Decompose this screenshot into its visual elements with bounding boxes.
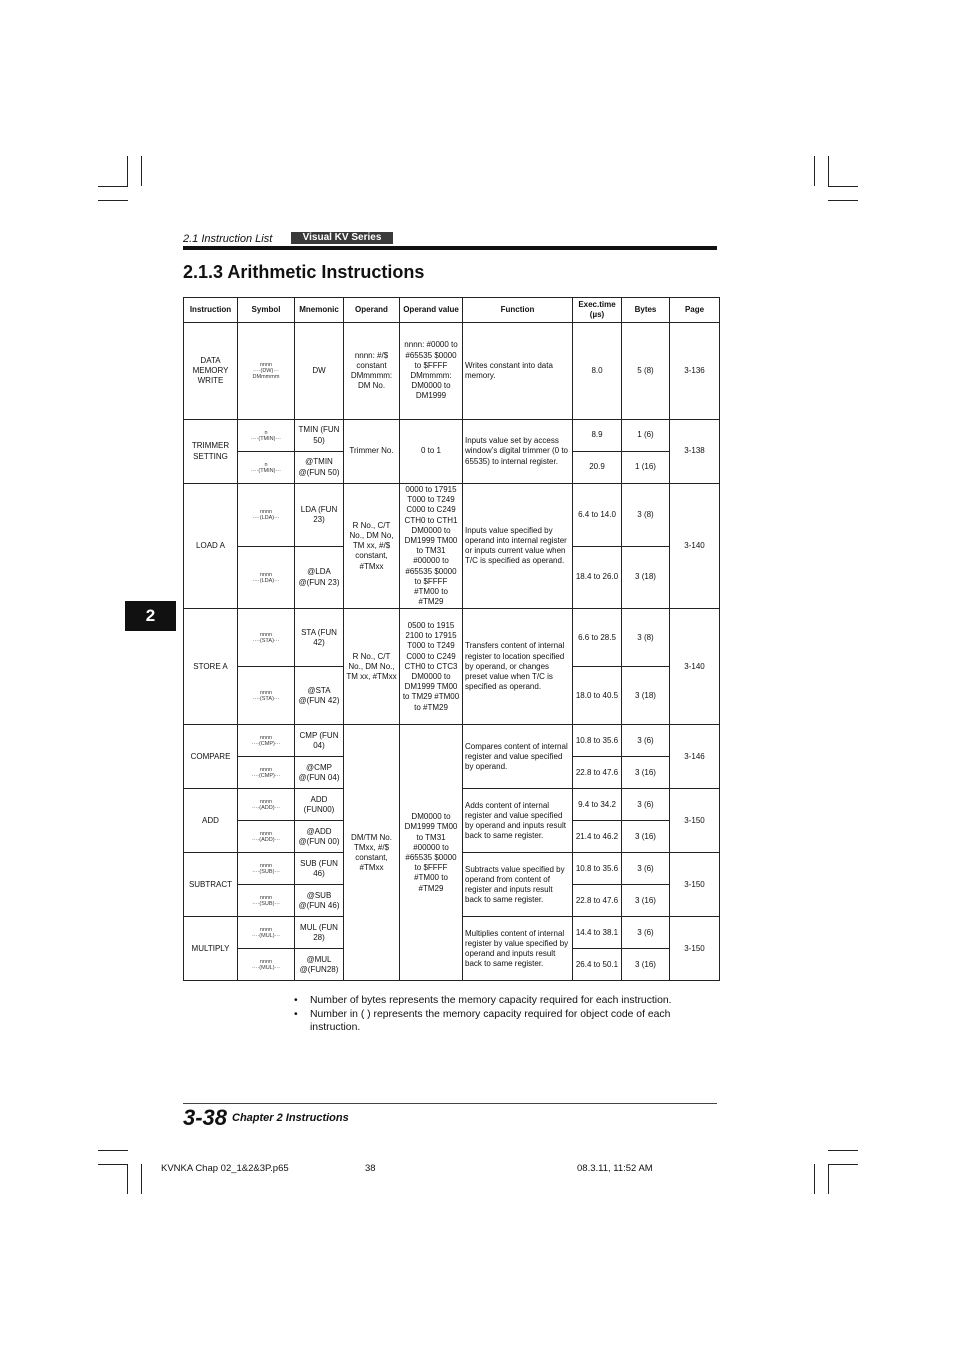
ladder-symbol: nnnn ····(CMP)··· <box>238 725 295 757</box>
exec-time: 26.4 to 50.1 <box>573 949 622 981</box>
bytes: 3 (16) <box>622 949 670 981</box>
instruction-name: LOAD A <box>184 484 238 609</box>
crop-mark <box>127 156 128 186</box>
bytes: 3 (18) <box>622 546 670 609</box>
mnemonic: TMIN (FUN 50) <box>295 420 344 452</box>
ladder-symbol: nnnn ····(SUB)··· <box>238 853 295 885</box>
ladder-symbol: nnnn ····(CMP)··· <box>238 757 295 789</box>
bytes: 1 (16) <box>622 452 670 484</box>
operand: nnnn: #/$ constant DMmmmm: DM No. <box>344 323 400 420</box>
function-text: Inputs value specified by operand into internal register or inputs current value when T/C is specified as operand. <box>463 484 573 609</box>
ladder-symbol: nnnn ····(STA)··· <box>238 667 295 725</box>
chapter-tab: 2 <box>125 601 176 631</box>
mnemonic: MUL (FUN 28) <box>295 917 344 949</box>
function-text: Adds content of internal register and value specified by operand and inputs result back to same register. <box>463 789 573 853</box>
ladder-symbol: nnnn ····(LDA)··· <box>238 546 295 609</box>
exec-time: 20.9 <box>573 452 622 484</box>
instruction-name: SUBTRACT <box>184 853 238 917</box>
operand: R No., C/T No., DM No, TM xx, #/$ constant, #TMxx <box>344 484 400 609</box>
exec-time: 18.0 to 40.5 <box>573 667 622 725</box>
mnemonic: @CMP @(FUN 04) <box>295 757 344 789</box>
notes <box>294 994 714 1035</box>
bytes: 3 (8) <box>622 484 670 547</box>
crop-mark <box>814 156 815 186</box>
bytes: 3 (6) <box>622 789 670 821</box>
column-header: Symbol <box>238 298 295 323</box>
page-ref: 3-150 <box>670 853 720 917</box>
table-row <box>184 484 720 547</box>
crop-mark <box>828 156 829 186</box>
exec-time: 10.8 to 35.6 <box>573 853 622 885</box>
operand-value: nnnn: #0000 to #65535 $0000 to $FFFF DMmmmm: DM0000 to DM1999 <box>400 323 463 420</box>
page-number: 3-38 <box>183 1105 228 1130</box>
column-header: Operand <box>344 298 400 323</box>
mnemonic: SUB (FUN 46) <box>295 853 344 885</box>
operand: R No., C/T No., DM No., TM xx, #TMxx <box>344 609 400 725</box>
page-ref: 3-146 <box>670 725 720 789</box>
bytes: 3 (18) <box>622 667 670 725</box>
column-header: Instruction <box>184 298 238 323</box>
page-ref: 3-150 <box>670 917 720 981</box>
table-row <box>184 420 720 452</box>
instruction-name: ADD <box>184 789 238 853</box>
operand-value: DM0000 to DM1999 TM00 to TM31 #00000 to #65535 $0000 to $FFFF #TM00 to #TM29 <box>400 725 463 981</box>
table-header-row <box>184 298 720 323</box>
bytes: 3 (16) <box>622 821 670 853</box>
crop-mark <box>98 1150 128 1151</box>
mnemonic: @MUL @(FUN28) <box>295 949 344 981</box>
instruction-name: DATA MEMORY WRITE <box>184 323 238 420</box>
exec-time: 21.4 to 46.2 <box>573 821 622 853</box>
operand-value: 0500 to 1915 2100 to 17915 T000 to T249 C000 to C249 CTH0 to CTC3 DM0000 to DM1999 TM00 to TM29 #TM00 to #TM29 <box>400 609 463 725</box>
crop-mark <box>141 156 142 186</box>
mnemonic: @TMIN @(FUN 50) <box>295 452 344 484</box>
ladder-symbol: nnnn ····(MUL)··· <box>238 949 295 981</box>
mnemonic: @SUB @(FUN 46) <box>295 885 344 917</box>
function-text: Subtracts value specified by operand from content of register and inputs result back to same register. <box>463 853 573 917</box>
note-item: • Number in ( ) represents the memory capacity required for object code of each instruction. <box>294 1008 671 1033</box>
table-row <box>184 725 720 757</box>
function-text: Compares content of internal register and value specified by operand. <box>463 725 573 789</box>
bytes: 3 (6) <box>622 917 670 949</box>
instruction-name: COMPARE <box>184 725 238 789</box>
exec-time: 14.4 to 38.1 <box>573 917 622 949</box>
page-title: 2.1.3 Arithmetic Instructions <box>183 262 425 282</box>
footer-rule <box>183 1103 717 1104</box>
exec-time: 22.8 to 47.6 <box>573 885 622 917</box>
page-ref: 3-136 <box>670 323 720 420</box>
function-text: Multiplies content of internal register by value specified by operand and inputs result back to same register. <box>463 917 573 981</box>
bytes: 3 (6) <box>622 853 670 885</box>
column-header: Bytes <box>622 298 670 323</box>
bytes: 1 (6) <box>622 420 670 452</box>
column-header: Page <box>670 298 720 323</box>
exec-time: 6.6 to 28.5 <box>573 609 622 667</box>
mnemonic: @STA @(FUN 42) <box>295 667 344 725</box>
function-text: Inputs value set by access window’s digital trimmer (0 to 65535) to internal register. <box>463 420 573 484</box>
column-header: Mnemonic <box>295 298 344 323</box>
exec-time: 22.8 to 47.6 <box>573 757 622 789</box>
column-header: Operand value <box>400 298 463 323</box>
slug-sheet: 38 <box>365 1163 376 1174</box>
bytes: 3 (16) <box>622 885 670 917</box>
function-text: Transfers content of internal register to location specified by operand, or changes preset value when T/C is specified as operand. <box>463 609 573 725</box>
section-label: 2.1 Instruction List <box>183 233 273 245</box>
exec-time: 6.4 to 14.0 <box>573 484 622 547</box>
bytes: 3 (16) <box>622 757 670 789</box>
mnemonic: @ADD @(FUN 00) <box>295 821 344 853</box>
crop-mark <box>828 1164 829 1194</box>
crop-mark <box>828 200 858 201</box>
operand: Trimmer No. <box>344 420 400 484</box>
column-header: Function <box>463 298 573 323</box>
column-header: Exec.time (µs) <box>573 298 622 323</box>
series-badge: Visual KV Series <box>291 232 393 244</box>
slug-file-name: KVNKA Chap 02_1&2&3P.p65 <box>161 1163 289 1174</box>
mnemonic: ADD (FUN00) <box>295 789 344 821</box>
header-rule <box>183 246 717 250</box>
exec-time: 10.8 to 35.6 <box>573 725 622 757</box>
ladder-symbol: nnnn ····(STA)··· <box>238 609 295 667</box>
crop-mark <box>127 1164 128 1194</box>
note-item: • Number of bytes represents the memory capacity required for each instruction. <box>294 995 672 1006</box>
crop-mark <box>141 1164 142 1194</box>
bytes: 5 (8) <box>622 323 670 420</box>
instruction-name: MULTIPLY <box>184 917 238 981</box>
bullet-icon: • <box>294 995 298 1006</box>
function-text: Writes constant into data memory. <box>463 323 573 420</box>
crop-mark <box>98 200 128 201</box>
mnemonic: DW <box>295 323 344 420</box>
bullet-icon: • <box>294 1008 298 1020</box>
mnemonic: STA (FUN 42) <box>295 609 344 667</box>
ladder-symbol: n ····(TMIN)··· <box>238 452 295 484</box>
crop-mark <box>828 1150 858 1151</box>
ladder-symbol: nnnn ····(MUL)··· <box>238 917 295 949</box>
ladder-symbol: n ····(TMIN)··· <box>238 420 295 452</box>
crop-mark <box>98 1164 128 1165</box>
mnemonic: CMP (FUN 04) <box>295 725 344 757</box>
ladder-symbol: nnnn ····(ADD)··· <box>238 821 295 853</box>
table-row <box>184 323 720 420</box>
operand-value: 0000 to 17915 T000 to T249 C000 to C249 CTH0 to CTH1 DM0000 to DM1999 TM00 to TM31 #00000 to #65535 $0000 to $FFFF #TM00 to #TM29 <box>400 484 463 609</box>
ladder-symbol: nnnn ····(LDA)··· <box>238 484 295 547</box>
exec-time: 9.4 to 34.2 <box>573 789 622 821</box>
crop-mark <box>828 186 858 187</box>
page-ref: 3-140 <box>670 484 720 609</box>
ladder-symbol: nnnn ····(ADD)··· <box>238 789 295 821</box>
table-row <box>184 609 720 667</box>
exec-time: 18.4 to 26.0 <box>573 546 622 609</box>
mnemonic: @LDA @(FUN 23) <box>295 546 344 609</box>
bytes: 3 (6) <box>622 725 670 757</box>
operand: DM/TM No. TMxx, #/$ constant, #TMxx <box>344 725 400 981</box>
instruction-name: TRIMMER SETTING <box>184 420 238 484</box>
ladder-symbol: nnnn ····(DW)··· DMmmmm <box>238 323 295 420</box>
page-ref: 3-138 <box>670 420 720 484</box>
bytes: 3 (8) <box>622 609 670 667</box>
instruction-table <box>183 297 720 981</box>
page-ref: 3-150 <box>670 789 720 853</box>
page-ref: 3-140 <box>670 609 720 725</box>
crop-mark <box>814 1164 815 1194</box>
operand-value: 0 to 1 <box>400 420 463 484</box>
crop-mark <box>98 186 128 187</box>
exec-time: 8.0 <box>573 323 622 420</box>
chapter-label: Chapter 2 Instructions <box>232 1112 349 1124</box>
slug-timestamp: 08.3.11, 11:52 AM <box>577 1163 653 1174</box>
ladder-symbol: nnnn ····(SUB)··· <box>238 885 295 917</box>
instruction-name: STORE A <box>184 609 238 725</box>
crop-mark <box>828 1164 858 1165</box>
exec-time: 8.9 <box>573 420 622 452</box>
mnemonic: LDA (FUN 23) <box>295 484 344 547</box>
